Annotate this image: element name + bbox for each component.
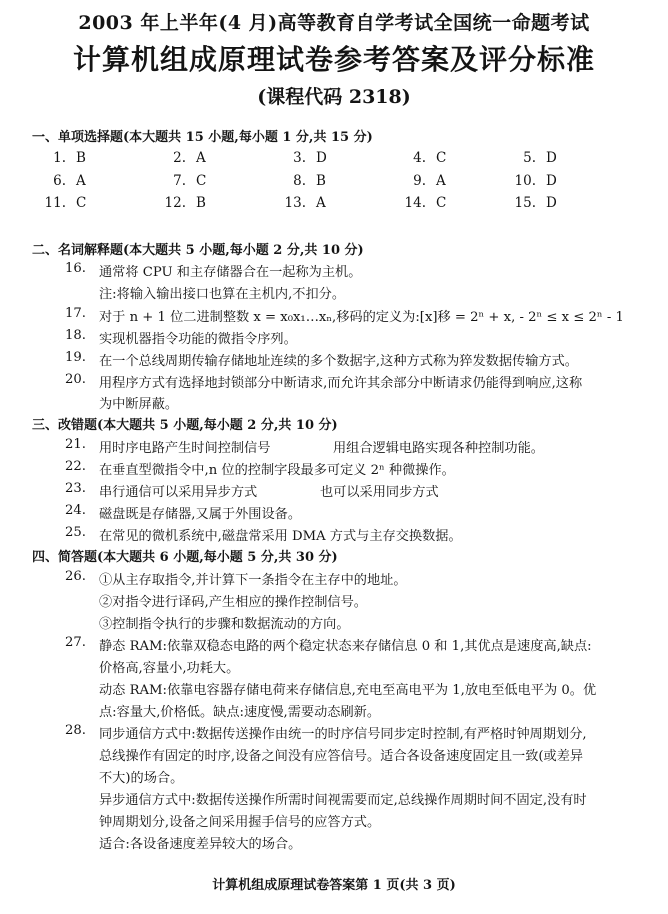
- item-number: 23.: [65, 481, 86, 496]
- mcq-answer-letter: C: [76, 195, 87, 211]
- section1-heading: 一、单项选择题(本大题共 15 小题,每小题 1 分,共 15 分): [32, 130, 373, 145]
- mcq-question-number: 4.: [413, 150, 426, 166]
- mcq-question-number: 8.: [293, 173, 306, 189]
- correction-right: 也可以采用同步方式: [320, 485, 439, 500]
- mcq-question-number: 10.: [514, 173, 536, 189]
- answer-line: 动态 RAM:依靠电容器存储电荷来存储信息,充电至高电平为 1,放电至低电平为 0。优: [99, 683, 597, 698]
- mcq-answer-letter: D: [546, 150, 557, 166]
- mcq-answer-letter: D: [546, 195, 557, 211]
- correction-left: 在垂直型微指令中,n 位的控制字段最多可定义 2ⁿ 种微操作。: [99, 463, 455, 478]
- answer-line: 总线操作有固定的时序,设备之间没有应答信号。适合各设备速度固定且一致(或差异: [99, 749, 584, 764]
- answer-line: 适合:各设备速度差异较大的场合。: [99, 837, 302, 852]
- correction-left: 串行通信可以采用异步方式: [99, 485, 258, 500]
- answer-line: 同步通信方式中:数据传送操作由统一的时序信号同步定时控制,有严格时钟周期划分,: [99, 727, 587, 742]
- mcq-question-number: 9.: [413, 173, 426, 189]
- mcq-question-number: 1.: [53, 150, 66, 166]
- mcq-answer-letter: B: [316, 173, 326, 189]
- answer-note: 注:将输入输出接口也算在主机内,不扣分。: [99, 287, 346, 302]
- item-number: 16.: [65, 261, 86, 276]
- item-number: 24.: [65, 503, 86, 518]
- item-number: 26.: [65, 569, 86, 584]
- mcq-answer-letter: A: [196, 150, 206, 166]
- item-number: 20.: [65, 372, 86, 387]
- answer-line: 点:容量大,价格低。缺点:速度慢,需要动态刷新。: [99, 705, 381, 720]
- mcq-answer-letter: B: [76, 150, 86, 166]
- answer-line: 静态 RAM:依靠双稳态电路的两个稳定状态来存储信息 0 和 1,其优点是速度高,缺点:: [99, 639, 592, 654]
- mcq-answer-letter: A: [436, 173, 446, 189]
- answer-line: 用程序方式有选择地封锁部分中断请求,而允许其余部分中断请求仍能得到响应,这称: [99, 376, 583, 391]
- item-number: 27.: [65, 635, 86, 650]
- section3-heading: 三、改错题(本大题共 5 小题,每小题 2 分,共 10 分): [32, 418, 338, 433]
- answer-line: 对于 n + 1 位二进制整数 x = x₀x₁…xₙ,移码的定义为:[x]移 = 2ⁿ + x, - 2ⁿ ≤ x ≤ 2ⁿ - 1: [99, 310, 624, 325]
- mcq-answer-letter: C: [196, 173, 207, 189]
- answer-line: ②对指令进行译码,产生相应的操作控制信号。: [99, 595, 367, 610]
- answer-line: 为中断屏蔽。: [99, 397, 179, 412]
- section2-heading: 二、名词解释题(本大题共 5 小题,每小题 2 分,共 10 分): [32, 243, 364, 258]
- item-number: 18.: [65, 328, 86, 343]
- mcq-answer-letter: B: [196, 195, 206, 211]
- mcq-question-number: 11.: [44, 195, 66, 211]
- correction-left: 用时序电路产生时间控制信号: [99, 441, 271, 456]
- answer-line: 不大)的场合。: [99, 771, 184, 786]
- section4-heading: 四、简答题(本大题共 6 小题,每小题 5 分,共 30 分): [32, 550, 338, 565]
- mcq-question-number: 5.: [523, 150, 536, 166]
- correction-left: 在常见的微机系统中,磁盘常采用 DMA 方式与主存交换数据。: [99, 529, 462, 544]
- exam-session-title: 2003 年上半年(4 月)高等教育自学考试全国统一命题考试: [78, 12, 590, 34]
- correction-right: 用组合逻辑电路实现各种控制功能。: [333, 441, 544, 456]
- item-number: 25.: [65, 525, 86, 540]
- item-number: 21.: [65, 437, 86, 452]
- answer-line: 钟周期划分,设备之间采用握手信号的应答方式。: [99, 815, 381, 830]
- mcq-answer-letter: A: [316, 195, 326, 211]
- item-number: 28.: [65, 723, 86, 738]
- mcq-answer-letter: C: [436, 195, 447, 211]
- mcq-question-number: 3.: [293, 150, 306, 166]
- answer-line: 异步通信方式中:数据传送操作所需时间视需要而定,总线操作周期时间不固定,没有时: [99, 793, 587, 808]
- document-title: 计算机组成原理试卷参考答案及评分标准: [72, 43, 595, 76]
- mcq-answer-letter: A: [76, 173, 86, 189]
- mcq-answer-letter: D: [546, 173, 557, 189]
- mcq-question-number: 2.: [173, 150, 186, 166]
- page-footer: 计算机组成原理试卷答案第 1 页(共 3 页): [212, 878, 456, 893]
- answer-line: 价格高,容量小,功耗大。: [99, 661, 240, 676]
- mcq-question-number: 14.: [404, 195, 426, 211]
- mcq-question-number: 15.: [514, 195, 536, 211]
- item-number: 22.: [65, 459, 86, 474]
- answer-line: ③控制指令执行的步骤和数据流动的方向。: [99, 617, 350, 632]
- mcq-question-number: 13.: [284, 195, 306, 211]
- item-number: 19.: [65, 350, 86, 365]
- mcq-question-number: 12.: [164, 195, 186, 211]
- answer-line: 通常将 CPU 和主存储器合在一起称为主机。: [99, 265, 362, 280]
- mcq-answer-letter: D: [316, 150, 327, 166]
- mcq-answer-letter: C: [436, 150, 447, 166]
- correction-left: 磁盘既是存储器,又属于外围设备。: [99, 507, 302, 522]
- course-code: (课程代码 2318): [257, 86, 411, 108]
- item-number: 17.: [65, 306, 86, 321]
- answer-line: 实现机器指令功能的微指令序列。: [99, 332, 297, 347]
- mcq-question-number: 7.: [173, 173, 186, 189]
- answer-line: 在一个总线周期传输存储地址连续的多个数据字,这种方式称为猝发数据传输方式。: [99, 354, 578, 369]
- mcq-question-number: 6.: [53, 173, 66, 189]
- answer-line: ①从主存取指令,并计算下一条指令在主存中的地址。: [99, 573, 407, 588]
